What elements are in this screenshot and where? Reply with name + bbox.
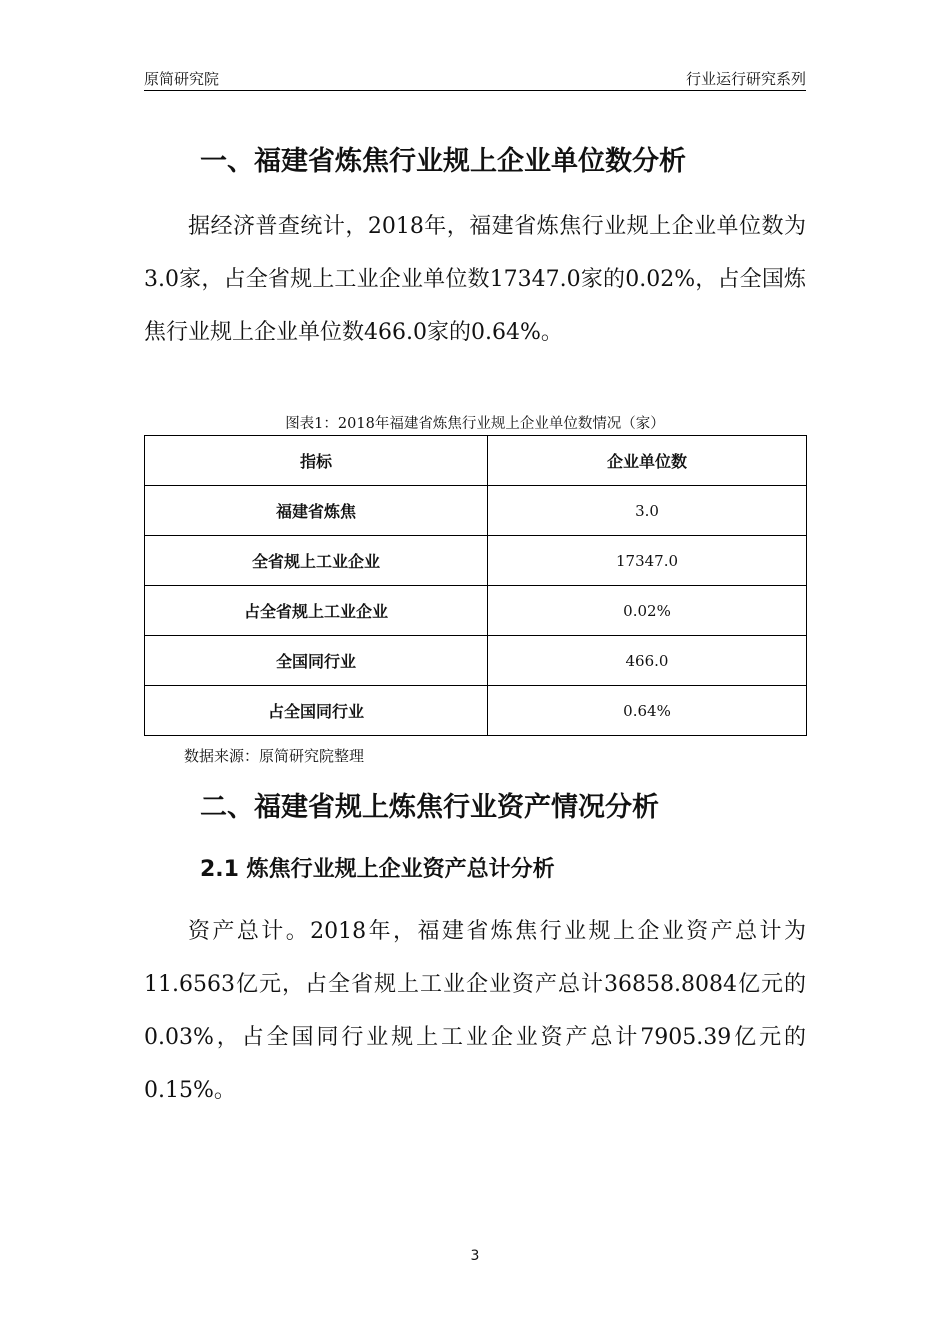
table-cell-value: 0.64% <box>488 686 807 736</box>
section1-heading: 一、福建省炼焦行业规上企业单位数分析 <box>200 146 686 177</box>
section2-paragraph: 资产总计。2018年，福建省炼焦行业规上企业资产总计为11.6563亿元，占全省规上工业企业资产总计36858.8084亿元的0.03%，占全国同行业规上工业企业资产总计7905.39亿元的0.15%。 <box>144 919 806 1103</box>
table-row <box>145 486 807 536</box>
table-cell-label: 占全国同行业 <box>145 686 488 736</box>
table-cell-label: 占全省规上工业企业 <box>145 586 488 636</box>
enterprise-count-table <box>144 435 807 736</box>
table-row <box>145 536 807 586</box>
table-source-note: 数据来源：原简研究院整理 <box>184 747 365 765</box>
table-caption: 图表1：2018年福建省炼焦行业规上企业单位数情况（家） <box>285 416 665 432</box>
table-cell-value: 0.02% <box>488 586 807 636</box>
section2-heading: 二、福建省规上炼焦行业资产情况分析 <box>200 792 659 823</box>
table-header-cell: 企业单位数 <box>488 436 807 486</box>
table-cell-label: 福建省炼焦 <box>145 486 488 536</box>
table-row <box>145 686 807 736</box>
header-series: 行业运行研究系列 <box>685 70 806 88</box>
table-cell-value: 17347.0 <box>488 536 807 586</box>
table-cell-label: 全省规上工业企业 <box>145 536 488 586</box>
table-header-row <box>145 436 807 486</box>
section1-paragraph: 据经济普查统计，2018年，福建省炼焦行业规上企业单位数为3.0家，占全省规上工业企业单位数17347.0家的0.02%，占全国炼焦行业规上企业单位数466.0家的0.64%。 <box>144 214 806 345</box>
section2-subheading: 2.1 炼焦行业规上企业资产总计分析 <box>200 857 555 882</box>
page-header <box>144 66 806 91</box>
page-number: 3 <box>470 1248 480 1264</box>
table-header-cell: 指标 <box>145 436 488 486</box>
table-row <box>145 586 807 636</box>
table-cell-value: 3.0 <box>488 486 807 536</box>
table-cell-label: 全国同行业 <box>145 636 488 686</box>
header-org: 原简研究院 <box>144 70 220 88</box>
table-cell-value: 466.0 <box>488 636 807 686</box>
table-row <box>145 636 807 686</box>
